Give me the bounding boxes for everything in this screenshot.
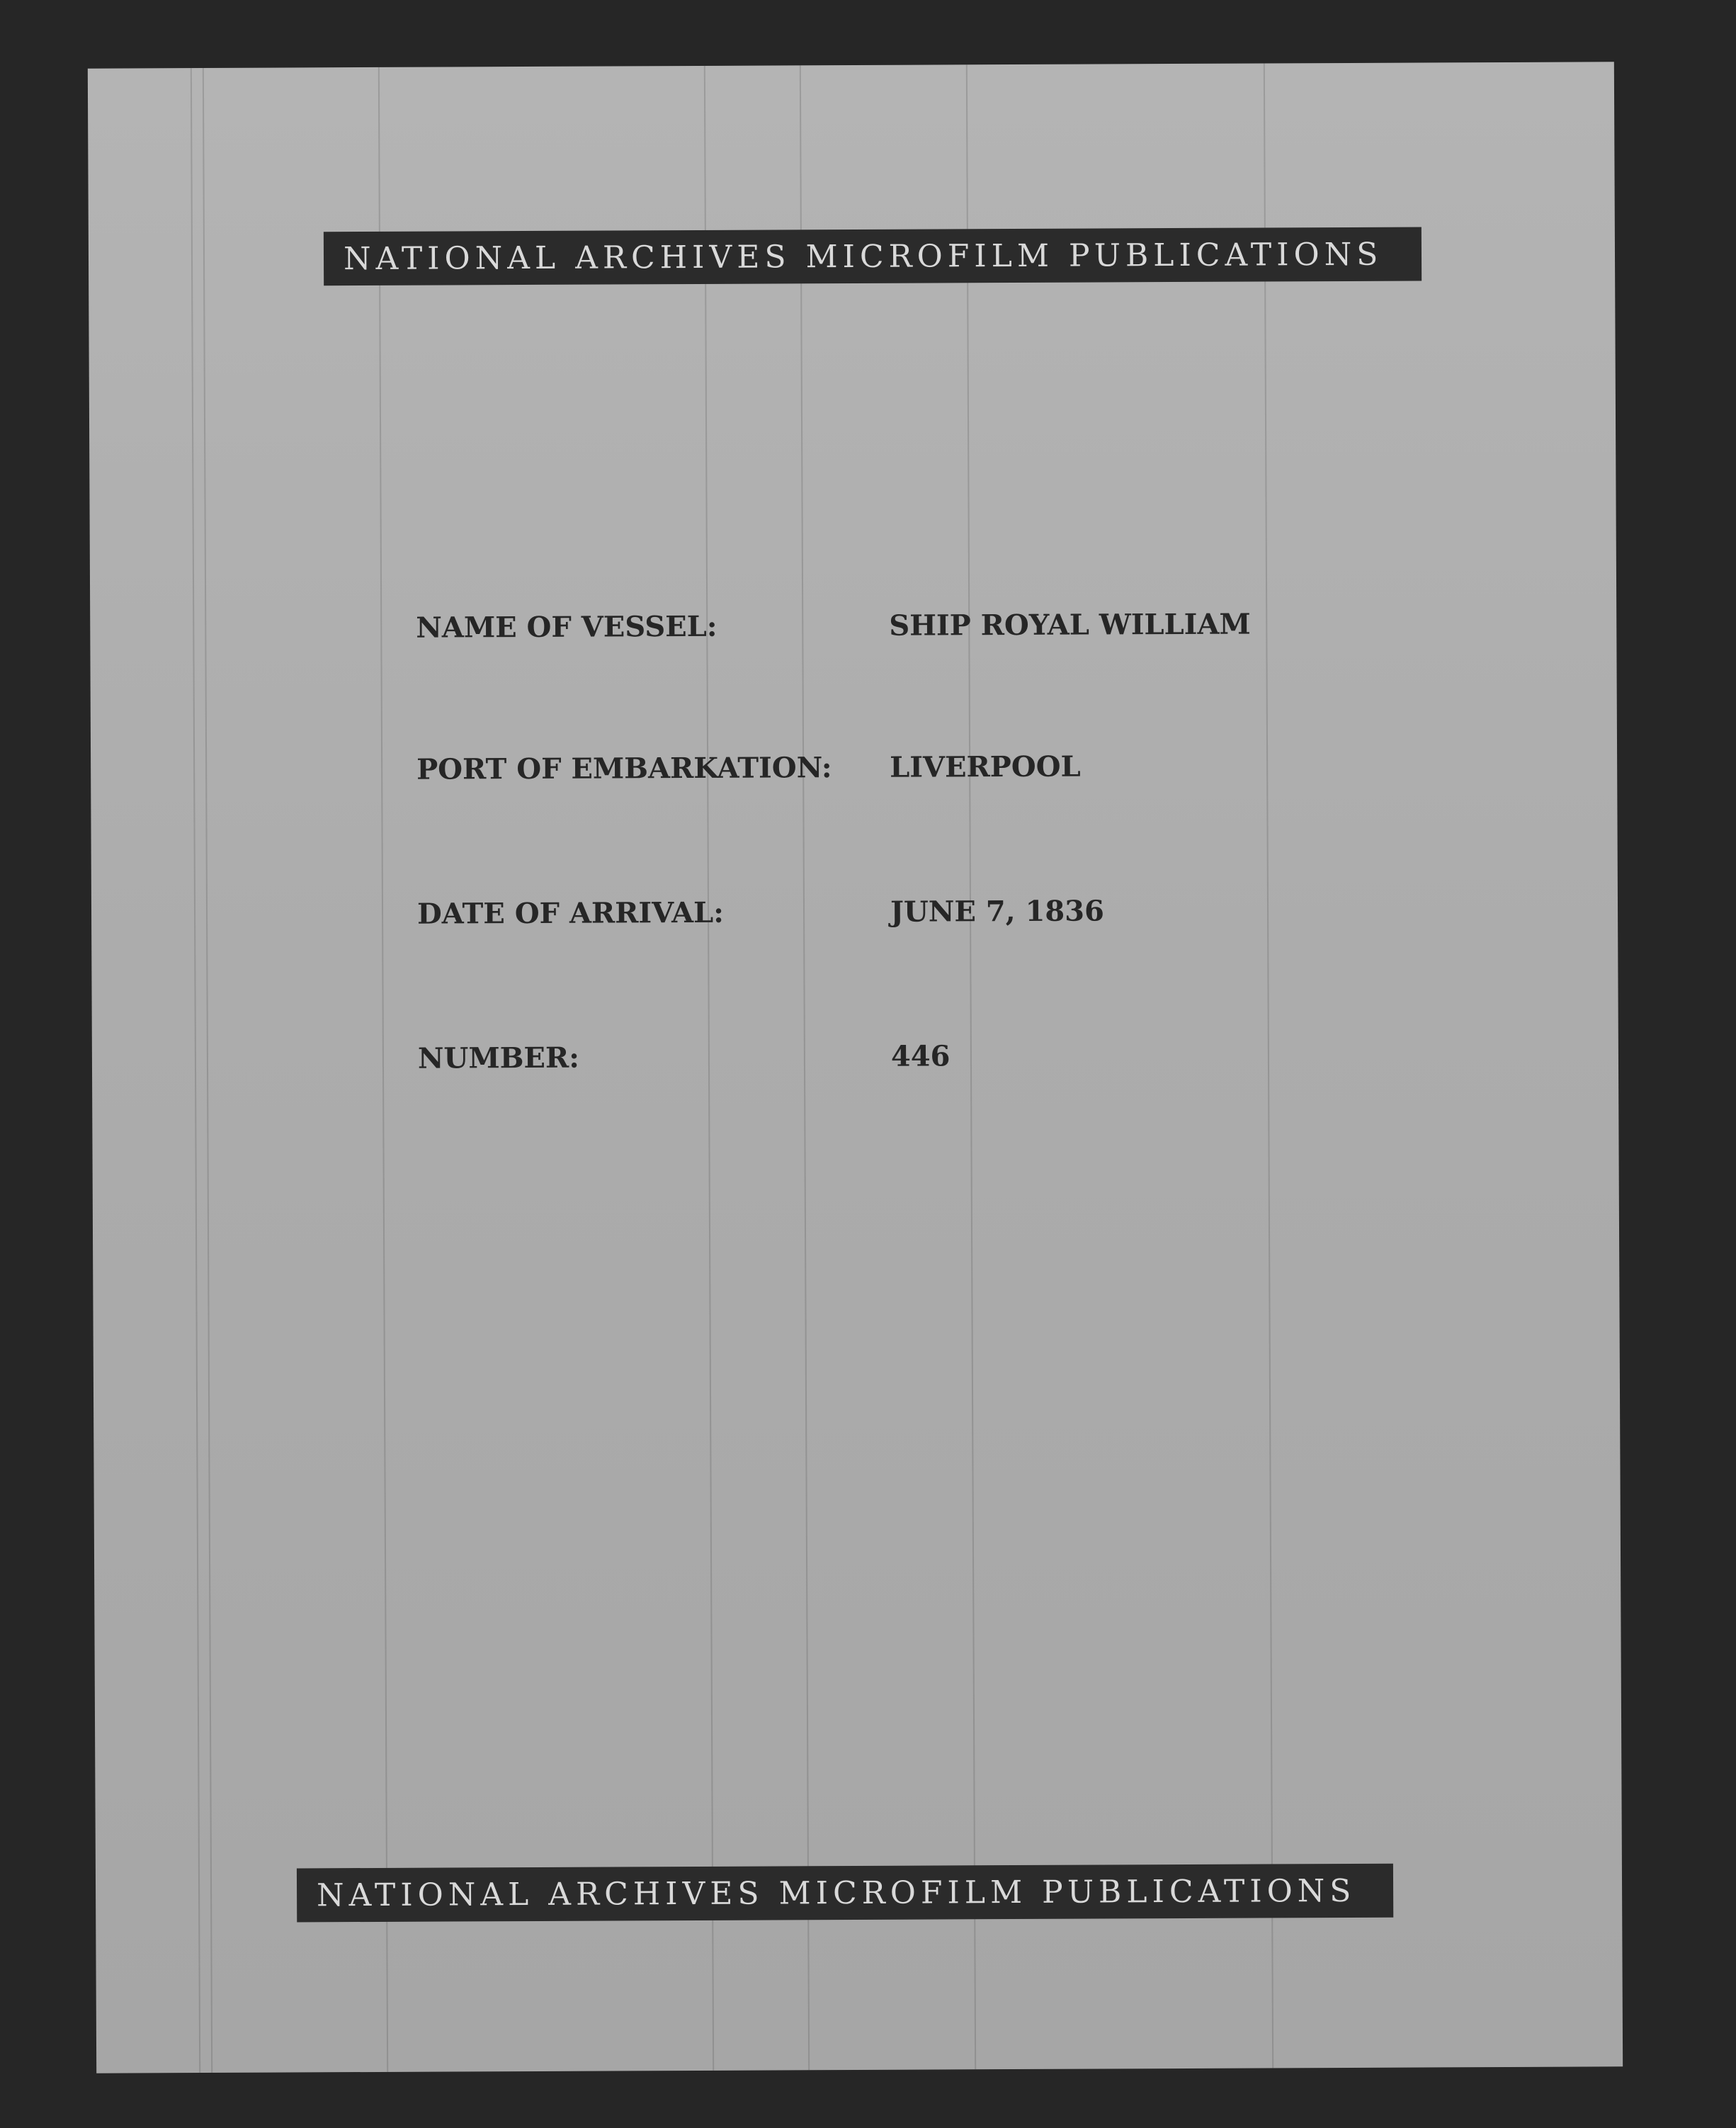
vessel-name-label: NAME OF VESSEL: <box>416 609 717 645</box>
port-of-embarkation-value: LIVERPOOL <box>890 749 1081 784</box>
film-scratch-line <box>800 65 810 2070</box>
film-scratch-line <box>203 68 212 2073</box>
number-label: NUMBER: <box>417 1041 580 1075</box>
date-of-arrival-value: JUNE 7, 1836 <box>890 894 1104 929</box>
microfilm-target-sheet <box>88 62 1623 2073</box>
vessel-name-value: SHIP ROYAL WILLIAM <box>889 607 1251 643</box>
date-of-arrival-label: DATE OF ARRIVAL: <box>416 895 725 931</box>
film-scratch-line <box>966 64 976 2069</box>
port-of-embarkation-label: PORT OF EMBARKATION: <box>416 751 832 786</box>
footer-banner-text: NATIONAL ARCHIVES MICROFILM PUBLICATIONS <box>316 1872 1356 1913</box>
film-scratch-line <box>378 67 388 2072</box>
film-scratch-line <box>1264 63 1273 2068</box>
number-value: 446 <box>890 1039 951 1073</box>
footer-banner <box>297 1864 1393 1923</box>
film-scratch-line <box>191 68 200 2073</box>
header-banner <box>324 227 1422 286</box>
header-banner-text: NATIONAL ARCHIVES MICROFILM PUBLICATIONS <box>343 236 1383 277</box>
film-scratch-line <box>704 66 714 2071</box>
